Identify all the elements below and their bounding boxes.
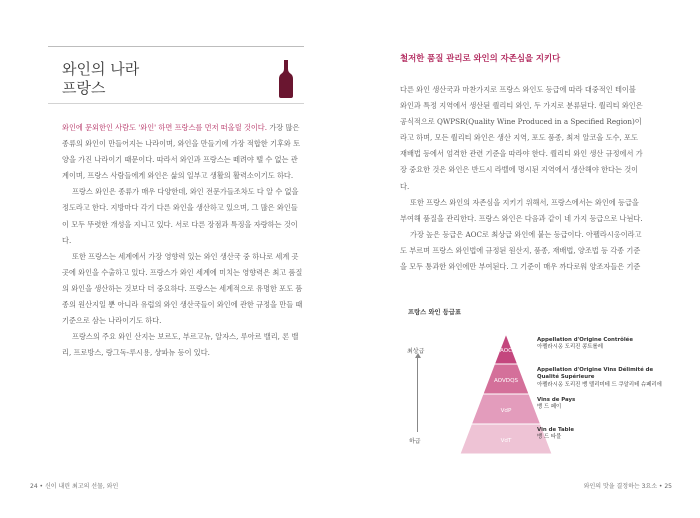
tier-description xyxy=(537,397,665,412)
axis-top-label: 최상급 xyxy=(407,348,425,355)
tier-name-ko: 뱅 드 타블 xyxy=(537,434,562,441)
right-paragraph-1: 다른 와인 생산국과 마찬가지로 프랑스 와인도 등급에 따라 대중적인 테이블 와인과 특정 지역에서 생산된 퀄리티 와인, 두 가지로 분류된다. 퀄리티 와인은 공식적으로 QWPSR(Quality Wine Produced in a Specified Region)이라고 하며, 모든 퀄리티 와인은 생산 지역, 포도 품종, 최저 알코올 도수, 포도 재배법 등에서 엄격한 관련 기준을 따라야 한다. 퀄리티 와인 생산 규정에서 가장 중요한 것은 와인은 반드시 라벨에 명시된 지역에서 생산해야 한다는 것이다. xyxy=(400,85,643,191)
paragraph-1 xyxy=(62,120,304,184)
tier-abbr-label: VdT xyxy=(500,437,512,444)
lead-sentence: 와인에 문외한인 사람도 '와인' 하면 프랑스를 먼저 떠올릴 것이다. xyxy=(62,123,268,132)
tier-name-en: Appellation d'Origine Vins Délimité de Qualité Supérieure xyxy=(537,367,654,381)
tier-name-ko: 아펠라시옹 도리진 콩트롤레 xyxy=(537,344,603,351)
chapter-title-line-2: 프랑스 xyxy=(62,79,106,97)
chart-title: 프랑스 와인 등급표 xyxy=(408,309,462,316)
chapter-title xyxy=(62,60,139,98)
chapter-title-line-1: 와인의 나라 xyxy=(62,60,140,78)
paragraph-2: 프랑스 와인은 종류가 매우 다양한데, 와인 전문가들조차도 다 알 수 없을 정도라고 한다. 지방마다 각기 다른 와인을 생산하고 있으며, 그 많은 와인들이 모두 뚜렷한 개성을 지니고 있다. 서로 다른 장점과 특징을 자랑하는 것이다. xyxy=(62,187,299,245)
tier-abbr-label: AOC xyxy=(499,347,513,354)
left-body-text xyxy=(62,120,304,361)
wine-bottle-icon xyxy=(277,60,295,98)
tier-description xyxy=(537,427,665,442)
tier-description xyxy=(537,337,665,352)
left-page-footer: 24 • 신이 내린 최고의 선물, 와인 xyxy=(30,483,119,490)
tier-name-en: Vin de Table xyxy=(537,427,575,433)
right-body-text xyxy=(400,82,644,275)
tier-name-en: Appellation d'Origine Contrôlée xyxy=(537,337,633,343)
right-page xyxy=(350,0,700,518)
right-paragraph-3: 가장 높은 등급은 AOC로 최상급 와인에 붙는 등급이다. 아펠라시옹이라고도 부르며 프랑스 와인법에 규정된 원산지, 품종, 재배법, 양조법 등 각종 기준을 모두 통과한 와인에만 부여된다. 그 기준이 매우 까다로워 양조자들은 기준 xyxy=(400,229,642,272)
tier-name-en: Vins de Pays xyxy=(537,397,576,403)
axis-bottom-label: 하급 xyxy=(409,438,421,445)
right-page-footer: 와인의 맛을 결정하는 3요소 • 25 xyxy=(583,483,672,490)
tier-name-ko: 뱅 드 페이 xyxy=(537,404,562,411)
paragraph-1-text: 가장 많은 종류의 와인이 만들어지는 나라이며, 와인을 만들기에 가장 적합한 기후와 토양을 가진 나라이기 때문이다. 따라서 와인과 프랑스는 떼려야 뗄 수 없는 관계이며, 프랑스 사람들에게 와인은 삶의 일부고 생활의 활력소이기도 하다. xyxy=(62,123,301,181)
paragraph-3: 또한 프랑스는 세계에서 가장 영향력 있는 와인 생산국 중 하나로 세계 곳곳에 와인을 수출하고 있다. 프랑스가 와인 세계에 미치는 영향력은 최고 품질의 와인을 생산하는 것보다 더 중요하다. 프랑스는 세계적으로 유명한 포도 품종의 원산지일 뿐 아니라 유럽의 와인 생산국들이 와인에 관한 규정을 만들 때 기준으로 삼는 나라이기도 하다. xyxy=(62,251,303,326)
tier-description xyxy=(537,367,665,389)
tier-abbr-label: AOVDQS xyxy=(493,377,519,384)
title-divider xyxy=(48,103,304,104)
paragraph-4: 프랑스의 주요 와인 산지는 보르도, 부르고뉴, 알자스, 루아르 밸리, 론 밸리, 프로방스, 랑그독-루시용, 샹파뉴 등이 있다. xyxy=(62,332,299,358)
tier-abbr-label: VdP xyxy=(500,407,512,414)
section-heading: 철저한 품질 관리로 와인의 자존심을 지키다 xyxy=(400,53,561,63)
tier-name-ko: 아펠라시옹 도리진 뱅 델리미테 드 쿠알리테 슈페리에 xyxy=(537,381,662,388)
right-paragraph-2: 또한 프랑스 와인의 자존심을 지키기 위해서, 프랑스에서는 와인에 등급을 부여해 품질을 관리한다. 프랑스 와인은 다음과 같이 네 가지 등급으로 나뉜다. xyxy=(400,197,643,223)
